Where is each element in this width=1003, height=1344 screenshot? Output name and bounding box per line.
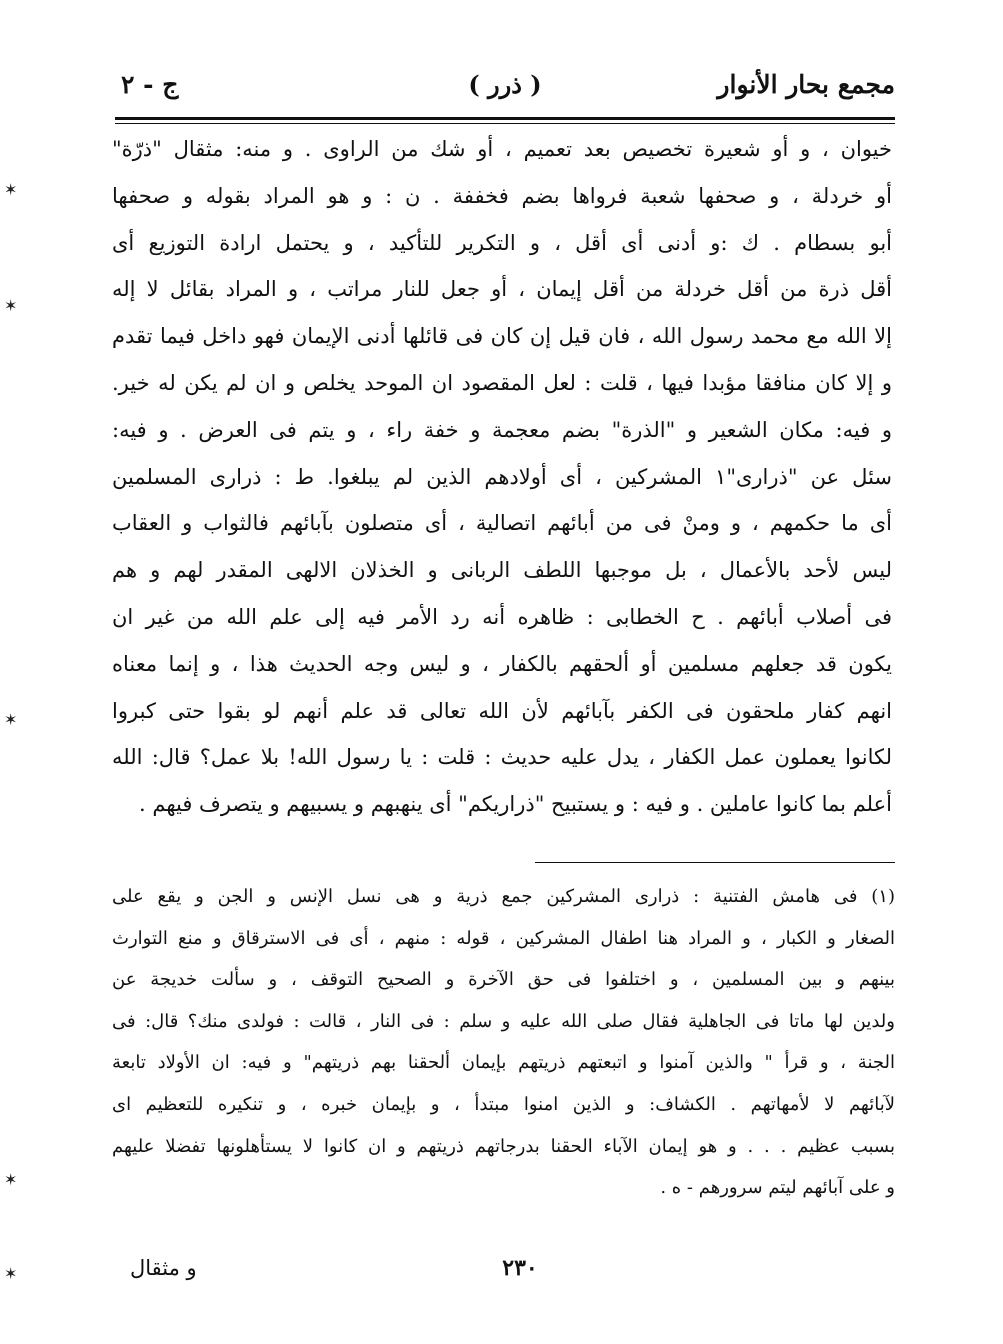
book-title: مجمع بحار الأنوار bbox=[717, 70, 895, 99]
text-line: أقل ذرة من أقل خردلة من أقل إيمان ، أو جعل للنار مراتب ، و المراد بقائل لا إله bbox=[112, 277, 892, 302]
footnote-line: و على آبائهم ليتم سرورهم - ه . bbox=[660, 1177, 895, 1199]
footnote-line: لآبائهم لا لأمهاتهم . الكشاف: و الذين امنوا مبتدأ ، و بإيمان خبره ، و تنكيره للتعظيم اى bbox=[112, 1093, 895, 1115]
text-line: و فيه: مكان الشعير و "الذرة" بضم معجمة و خفة راء ، و يتم فى العرض . و فيه: bbox=[112, 417, 892, 442]
page-number: ٢٣٠ bbox=[502, 1255, 538, 1281]
header-rule-thin bbox=[115, 123, 895, 124]
footnote-line: (١) فى هامش الفتنية : ذرارى المشركين جمع ذرية و هى نسل الإنس و الجن و يقع على bbox=[112, 886, 895, 907]
text-line: أبو بسطام . ك :و أدنى أى أقل ، و التكرير للتأكيد ، و يحتمل ارادة التوزيع أى bbox=[112, 230, 892, 255]
entry-root: ( ذرر ) bbox=[468, 70, 542, 99]
footnote bbox=[112, 876, 895, 1209]
text-line: أى ما حكمهم ، و ومنْ فى من أبائهم اتصالية ، أى متصلون بآبائهم فالثواب و العقاب bbox=[112, 511, 892, 536]
main-text bbox=[112, 126, 892, 828]
text-line: فى أصلاب أبائهم . ح الخطابى : ظاهره أنه رد الأمر فيه إلى علم الله من غير ان bbox=[112, 604, 892, 629]
text-line: لكانوا يعملون عمل الكفار ، يدل عليه حديث : قلت : يا رسول الله! بلا عمل؟ قال: الله bbox=[112, 745, 892, 770]
volume-label: ج - ٢ bbox=[121, 70, 179, 99]
margin-star-icon: ✶ bbox=[4, 296, 18, 315]
footnote-line: الصغار و الكبار ، و المراد هنا اطفال المشركين ، قوله : منهم ، أى فى الاسترقاق و منع التوارث bbox=[112, 927, 895, 949]
margin-star-icon: ✶ bbox=[4, 710, 18, 729]
footnote-line: الجنة ، و قرأ " والذين آمنوا و اتبعتهم ذريتهم بإيمان ألحقنا بهم ذريتهم" و فيه: ان الأولاد تابعة bbox=[112, 1052, 895, 1074]
footnote-separator bbox=[535, 862, 895, 863]
text-line: انهم كفار ملحقون فى الكفر بآبائهم لأن الله تعالى قد علم أنهم لو بقوا حتى كبروا bbox=[112, 698, 892, 723]
footnote-line: ولدين لها ماتا فى الجاهلية فقال صلى الله عليه و سلم : فى النار ، قالت : فولدى منك؟ قال: فى bbox=[112, 1010, 895, 1032]
margin-star-icon: ✶ bbox=[4, 180, 18, 199]
text-line: خيوان ، و أو شعيرة تخصيص بعد تعميم ، أو شك من الراوى . و منه: مثقال "ذرّة" bbox=[112, 137, 892, 161]
catchword: و مثقال bbox=[130, 1256, 197, 1280]
text-line: سئل عن "ذرارى"١ المشركين ، أى أولادهم الذين لم يبلغوا. ط : ذرارى المسلمين bbox=[112, 464, 892, 489]
footnote-line: بسبب عظيم . . . و هو إيمان الآباء الحقنا بدرجاتهم ذريتهم و ان كانوا لا يستأهلونها تفضلا عليهم bbox=[112, 1135, 895, 1157]
text-line: ليس لأحد بالأعمال ، بل موجبها اللطف الربانى و الخذلان الالهى المقدر لهم و هم bbox=[112, 558, 892, 583]
footnote-line: بينهم و بين المسلمين ، و اختلفوا فى حق الآخرة و الصحيح التوقف ، و سألت خديجة عن bbox=[112, 969, 895, 991]
text-line: أعلم بما كانوا عاملين . و فيه : و يستبيح "ذراريكم" أى ينهبهم و يسبيهم و يتصرف فيهم . bbox=[139, 792, 892, 817]
text-line: يكون قد جعلهم مسلمين أو ألحقهم بالكفار ، و ليس وجه الحديث هذا ، و إنما معناه bbox=[112, 651, 892, 676]
margin-star-icon: ✶ bbox=[4, 1170, 18, 1189]
text-line: أو خردلة ، و صحفها شعبة فرواها بضم فخففة . ن : و هو المراد بقوله و صحفها bbox=[112, 183, 892, 208]
header-rule-thick bbox=[115, 117, 895, 120]
text-line: إلا الله مع محمد رسول الله ، فان قيل إن كان فى قائلها أدنى الإيمان فهو داخل فيما تقدم bbox=[112, 324, 892, 349]
text-line: و إلا كان منافقا مؤبدا فيها ، قلت : لعل المقصود ان الموحد يخلص و ان لم يكن له خير. bbox=[112, 370, 892, 395]
running-header bbox=[115, 70, 895, 110]
margin-star-icon: ✶ bbox=[4, 1264, 18, 1283]
